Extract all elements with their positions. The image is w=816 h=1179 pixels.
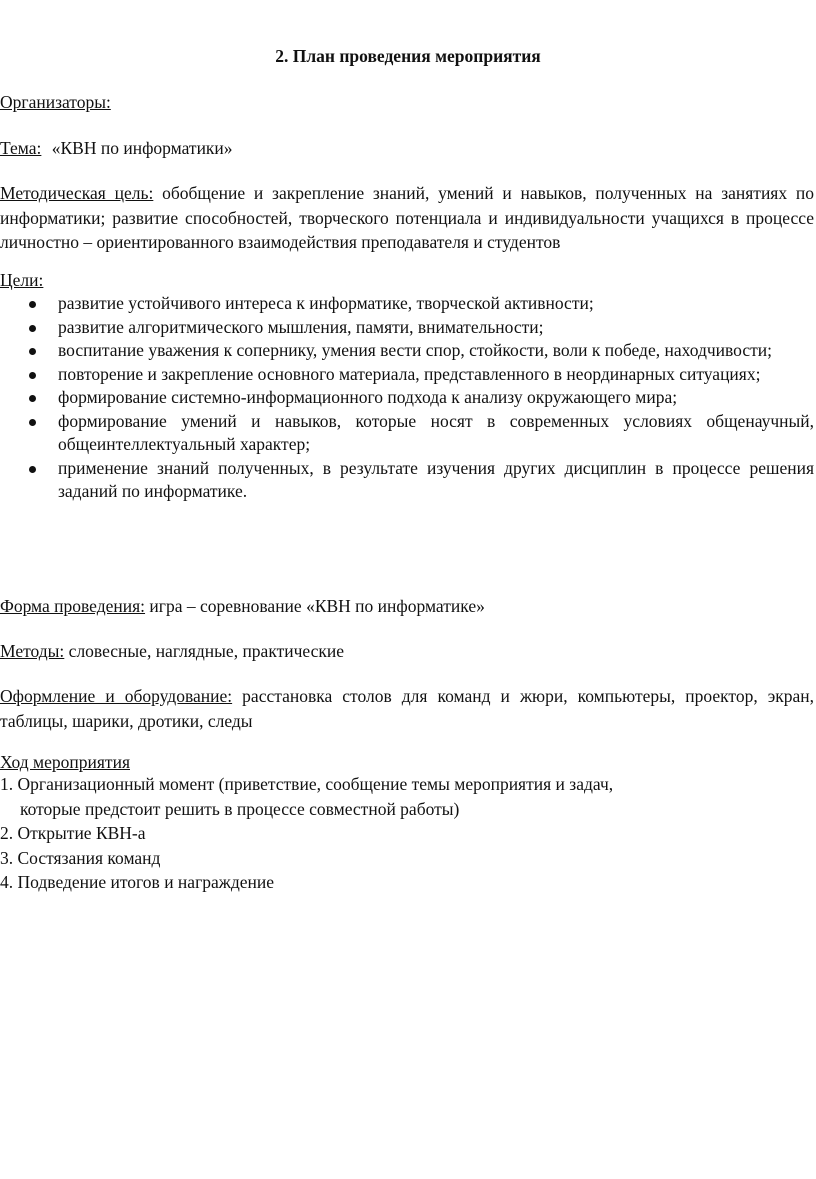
- theme-line: [0, 136, 233, 160]
- methods-value: словесные, наглядные, практические: [68, 641, 345, 661]
- bullet-icon: [29, 395, 36, 402]
- organizers-line: [0, 90, 111, 114]
- form-value: игра – соревнование «КВН по информатике»: [149, 596, 485, 616]
- goal-item: формирование системно-информационного подхода к анализу окружающего мира;: [0, 386, 814, 410]
- goals-heading-line: [0, 268, 43, 292]
- procedure-steps: [0, 772, 814, 895]
- method-goal-text: обобщение и закрепление знаний, умений и навыков, полученных на занятиях по информатики; развитие способностей, творческого потенциала и индивидуальности учащихся в процессе личностно – ориентированного взаимодействия преподавателя и студентов: [0, 183, 814, 252]
- bullet-icon: [29, 301, 36, 308]
- procedure-heading-line: [0, 750, 130, 774]
- methods-label: Методы:: [0, 641, 65, 661]
- goal-item: развитие устойчивого интереса к информатике, творческой активности;: [0, 292, 814, 316]
- equipment-paragraph: [0, 684, 814, 733]
- bullet-icon: [29, 325, 36, 332]
- procedure-step: 2. Открытие КВН-а: [0, 823, 146, 843]
- goal-item: повторение и закрепление основного материала, представленного в неординарных ситуациях;: [0, 363, 814, 387]
- method-goal-paragraph: [0, 181, 814, 255]
- goals-label: Цели:: [0, 270, 44, 290]
- organizers-label: Организаторы:: [0, 92, 111, 112]
- theme-value: «КВН по информатики»: [51, 138, 233, 158]
- bullet-icon: [29, 372, 36, 379]
- procedure-step: 4. Подведение итогов и награждение: [0, 872, 275, 892]
- procedure-step: 1. Организационный момент (приветствие, сообщение темы мероприятия и задач,: [0, 774, 614, 794]
- form-label: Форма проведения:: [0, 596, 146, 616]
- bullet-icon: [29, 348, 36, 355]
- goals-list: [0, 292, 814, 504]
- procedure-step-continuation: которые предстоит решить в процессе совместной работы): [20, 798, 460, 819]
- procedure-label: Ход мероприятия: [0, 752, 130, 772]
- goal-item: воспитание уважения к сопернику, умения вести спор, стойкости, воли к победе, находчивости;: [0, 339, 814, 363]
- goal-item: применение знаний полученных, в результате изучения других дисциплин в процессе решения заданий по информатике.: [0, 457, 814, 504]
- bullet-icon: [29, 419, 36, 426]
- procedure-step: 3. Состязания команд: [0, 847, 161, 868]
- bullet-icon: [29, 466, 36, 473]
- methods-line: [0, 639, 344, 663]
- method-goal-label: Методическая цель:: [0, 183, 154, 203]
- equipment-label: Оформление и оборудование:: [0, 686, 233, 706]
- equipment-value: расстановка столов для команд и жюри, компьютеры, проектор, экран, таблицы, шарики, дротики, следы: [0, 686, 815, 731]
- form-line: [0, 594, 485, 618]
- page-title: 2. План проведения мероприятия: [275, 46, 541, 66]
- goal-item: развитие алгоритмического мышления, памяти, внимательности;: [0, 316, 814, 340]
- theme-label: Тема:: [0, 138, 42, 158]
- goal-item: формирование умений и навыков, которые носят в современных условиях общенаучный, общеинтеллектуальный характер;: [0, 410, 814, 457]
